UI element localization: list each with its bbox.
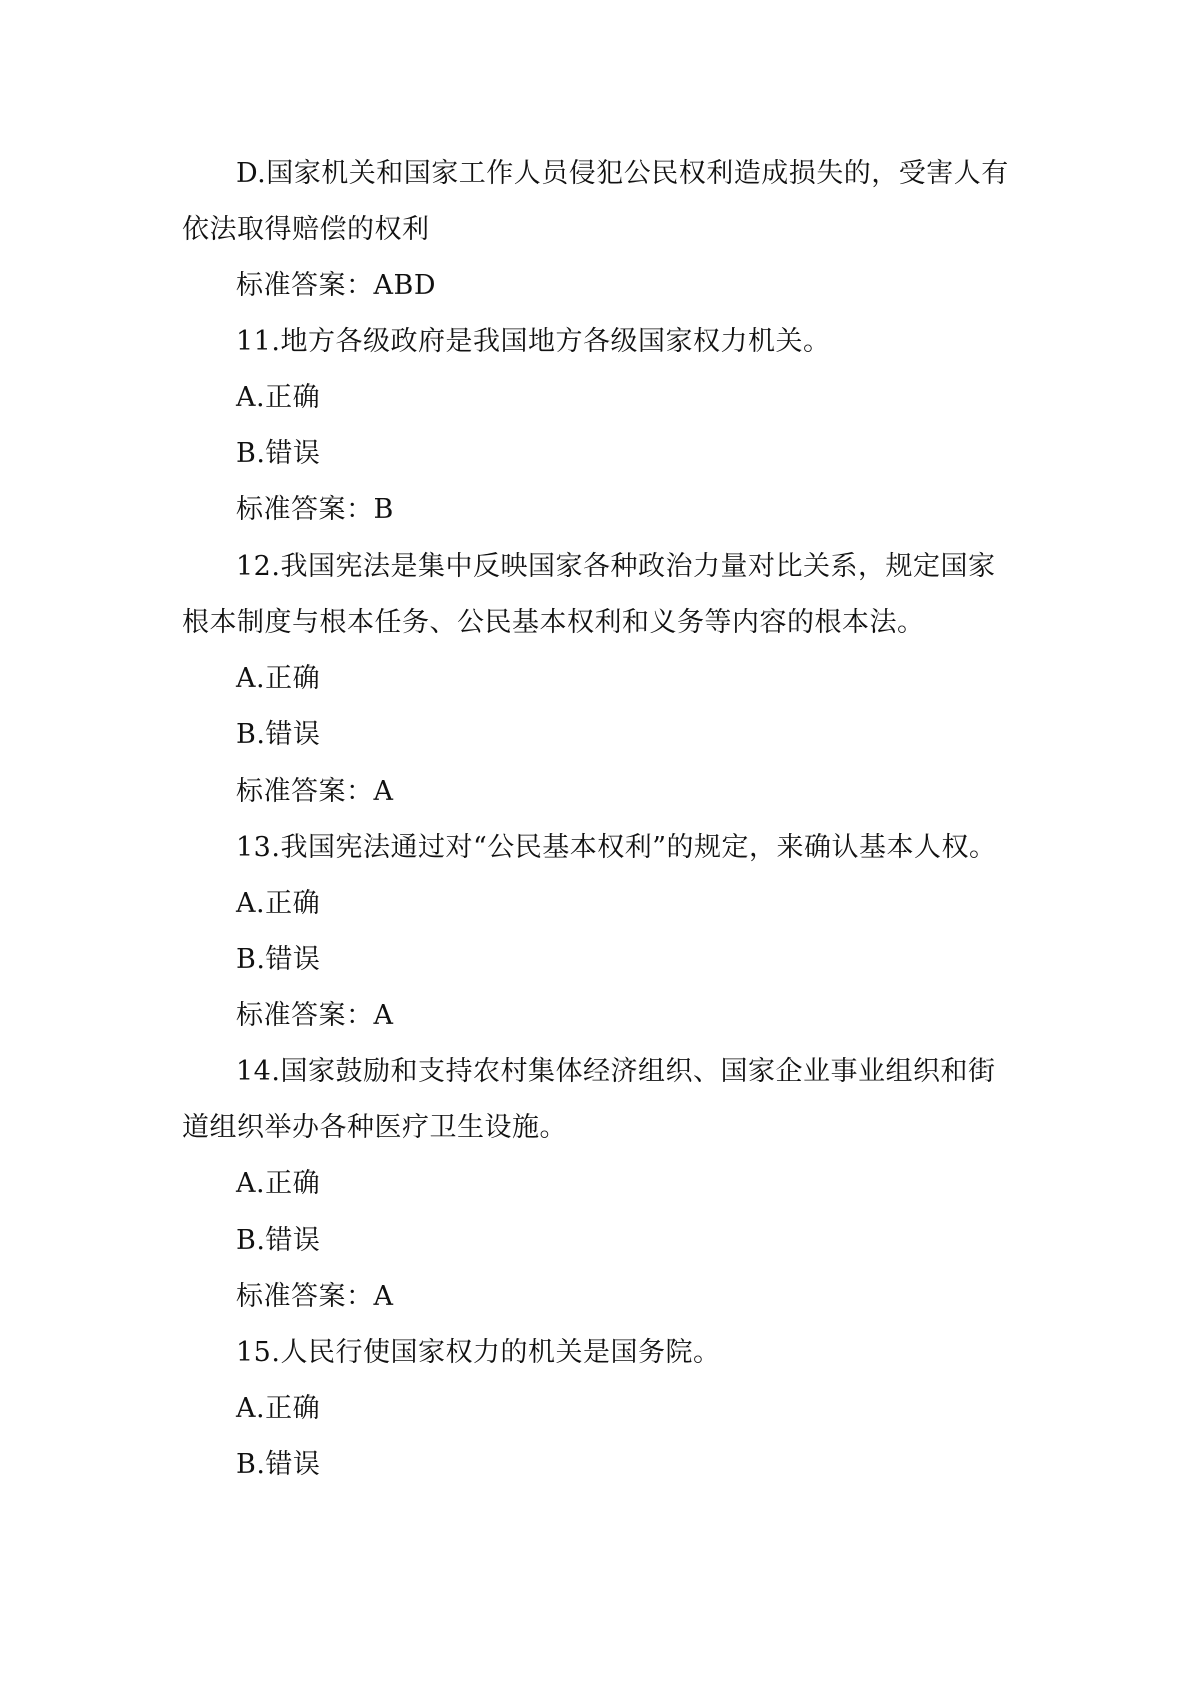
question-14-option-b: B.错误 <box>236 1225 321 1256</box>
answer-14: 标准答案：A <box>236 1281 394 1312</box>
question-13-option-a: A.正确 <box>236 888 321 919</box>
question-13-option-b: B.错误 <box>236 944 321 975</box>
question-11-option-a: A.正确 <box>236 382 321 413</box>
answer-11: 标准答案：B <box>236 494 394 525</box>
question-14-line-2: 道组织举办各种医疗卫生设施。 <box>182 1112 567 1143</box>
question-11: 11.地方各级政府是我国地方各级国家权力机关。 <box>236 326 831 357</box>
question-14-line-1: 14.国家鼓励和支持农村集体经济组织、国家企业事业组织和街 <box>236 1056 996 1087</box>
option-d-line-2: 依法取得赔偿的权利 <box>182 214 430 245</box>
question-15: 15.人民行使国家权力的机关是国务院。 <box>236 1337 721 1368</box>
option-d-line-1: D.国家机关和国家工作人员侵犯公民权利造成损失的，受害人有 <box>236 158 1009 189</box>
question-12-line-1: 12.我国宪法是集中反映国家各种政治力量对比关系，规定国家 <box>236 551 996 582</box>
question-12-option-b: B.错误 <box>236 719 321 750</box>
question-13: 13.我国宪法通过对“公民基本权利”的规定，来确认基本人权。 <box>236 832 997 863</box>
question-15-option-a: A.正确 <box>236 1393 321 1424</box>
question-11-option-b: B.错误 <box>236 438 321 469</box>
question-12-option-a: A.正确 <box>236 663 321 694</box>
question-15-option-b: B.错误 <box>236 1449 321 1480</box>
answer-10: 标准答案：ABD <box>236 270 436 301</box>
question-12-line-2: 根本制度与根本任务、公民基本权利和义务等内容的根本法。 <box>182 607 925 638</box>
answer-13: 标准答案：A <box>236 1000 394 1031</box>
answer-12: 标准答案：A <box>236 776 394 807</box>
question-14-option-a: A.正确 <box>236 1168 321 1199</box>
